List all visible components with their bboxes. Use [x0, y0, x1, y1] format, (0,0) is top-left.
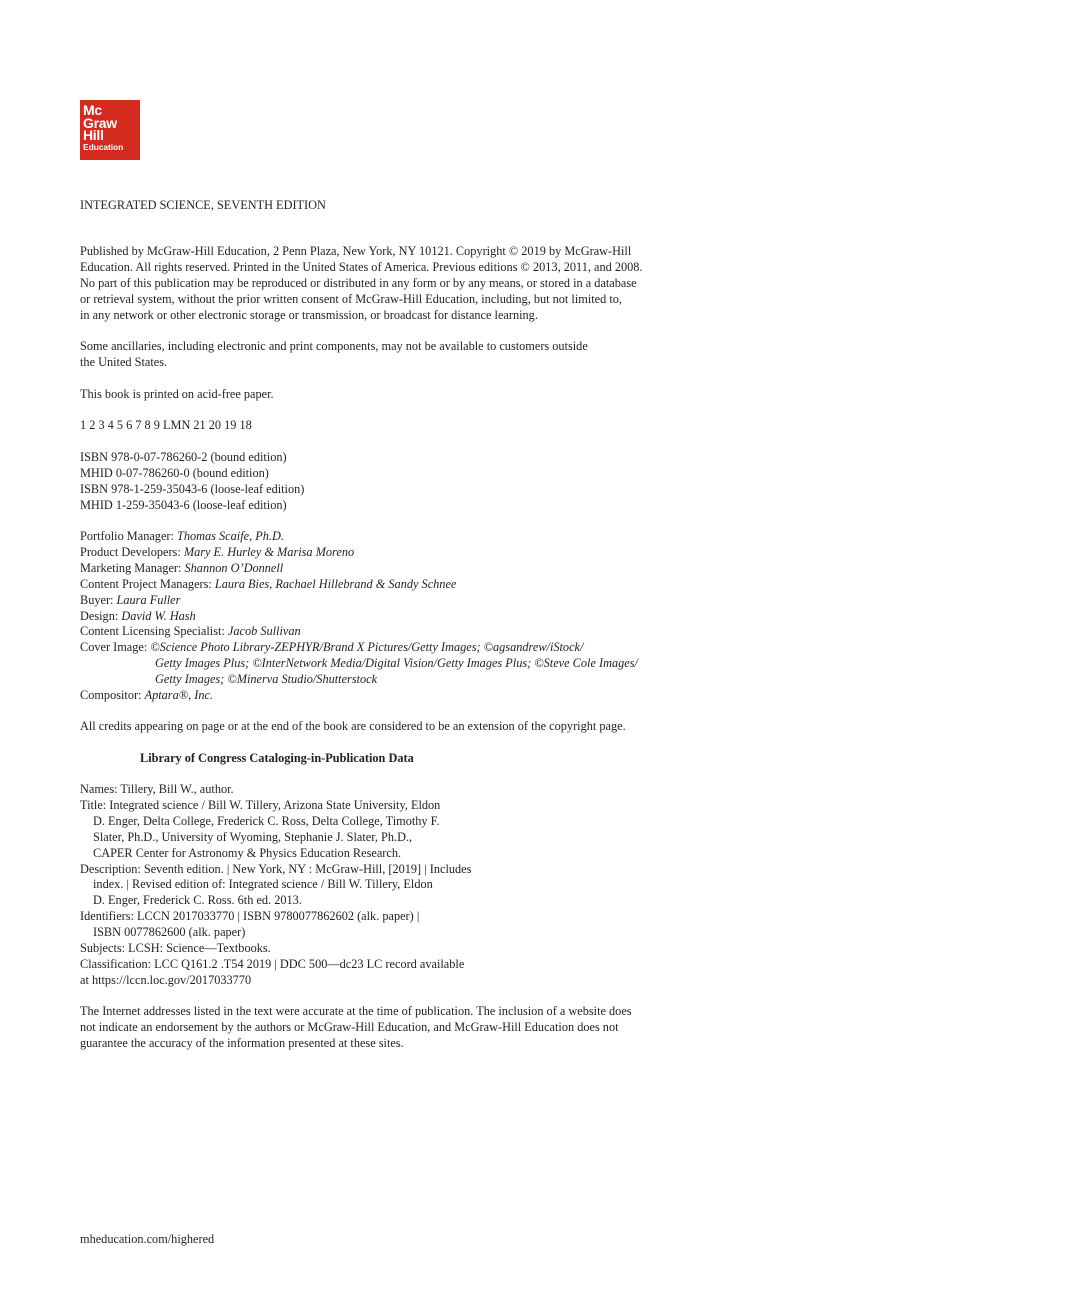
cip-line: Title: Integrated science / Bill W. Tillery, Arizona State University, Eldon	[80, 797, 441, 812]
credit-content-licensing-specialist	[80, 624, 638, 640]
credit-name: Laura Fuller	[116, 592, 181, 607]
ancillaries-paragraph	[80, 339, 588, 371]
credit-content-project-managers	[80, 577, 638, 593]
credit-marketing-manager	[80, 561, 638, 577]
credit-role: Compositor:	[80, 688, 145, 703]
book-title	[80, 198, 326, 214]
cip-line: Slater, Ph.D., University of Wyoming, Stephanie J. Slater, Ph.D.,	[93, 829, 413, 844]
internet-line: guarantee the accuracy of the information presented at these sites.	[80, 1035, 404, 1050]
loc-heading	[140, 751, 414, 767]
credit-role: Design:	[80, 608, 122, 623]
credit-role: Buyer:	[80, 592, 117, 607]
cip-line: Subjects: LCSH: Science—Textbooks.	[80, 941, 271, 956]
cip-line: Description: Seventh edition. | New York, NY : McGraw-Hill, [2019] | Includes	[80, 861, 472, 876]
cip-line: at https://lccn.loc.gov/2017033770	[80, 972, 252, 987]
credit-name: Thomas Scaife, Ph.D.	[177, 529, 284, 543]
credit-name: Jacob Sullivan	[227, 624, 301, 639]
isbn-line: MHID 1-259-35043-6 (loose-leaf edition)	[80, 497, 287, 512]
credit-role: Content Project Managers:	[80, 576, 215, 591]
paper-note-text: This book is printed on acid-free paper.	[80, 387, 274, 401]
cip-line: Names: Tillery, Bill W., author.	[80, 782, 234, 796]
book-title-text: INTEGRATED SCIENCE, SEVENTH EDITION	[80, 198, 326, 212]
copyright-line: in any network or other electronic storage or transmission, or broadcast for distance learning.	[80, 307, 538, 322]
footer-url	[80, 1232, 214, 1248]
copyright-line: Education. All rights reserved. Printed in the United States of America. Previous editions © 2013, 2011, and 2008.	[80, 259, 643, 274]
credit-name: Shannon O’Donnell	[184, 560, 284, 575]
cip-data	[80, 782, 471, 989]
loc-heading-text: Library of Congress Cataloging-in-Publication Data	[140, 751, 414, 765]
credit-buyer	[80, 593, 638, 609]
credits-list	[80, 529, 638, 704]
cover-image-line: Getty Images; ©Minerva Studio/Shutterstock	[155, 672, 378, 687]
ancillaries-line: Some ancillaries, including electronic and print components, may not be available to customers outside	[80, 339, 588, 353]
credit-role: Cover Image:	[80, 640, 151, 655]
credit-name: Mary E. Hurley & Marisa Moreno	[183, 544, 355, 559]
logo-line-graw: Graw	[83, 114, 117, 131]
isbn-line: MHID 0-07-786260-0 (bound edition)	[80, 465, 269, 480]
credit-compositor	[80, 688, 638, 704]
cip-line: Identifiers: LCCN 2017033770 | ISBN 9780077862602 (alk. paper) |	[80, 909, 420, 924]
copyright-line: Published by McGraw-Hill Education, 2 Penn Plaza, New York, NY 10121. Copyright © 2019 by McGraw-Hill	[80, 244, 632, 258]
credit-role: Portfolio Manager:	[80, 529, 177, 543]
cover-image-continuation	[80, 672, 638, 688]
isbn-list	[80, 450, 304, 514]
internet-disclaimer	[80, 1004, 632, 1052]
credit-name: David W. Hash	[121, 608, 196, 623]
cip-line: index. | Revised edition of: Integrated science / Bill W. Tillery, Eldon	[93, 877, 433, 892]
credit-role: Marketing Manager:	[80, 560, 185, 575]
logo-line-hill: Hill	[83, 127, 104, 143]
cover-image-line: Getty Images Plus; ©InterNetwork Media/Digital Vision/Getty Images Plus; ©Steve Cole Images/	[155, 656, 638, 671]
cip-line: CAPER Center for Astronomy & Physics Education Research.	[93, 845, 402, 860]
credit-name: Aptara®, Inc.	[144, 688, 214, 703]
footer-url-text: mheducation.com/highered	[80, 1232, 215, 1246]
cip-line: D. Enger, Frederick C. Ross. 6th ed. 2013.	[93, 893, 302, 908]
credit-role: Content Licensing Specialist:	[80, 624, 228, 639]
cover-image-line: ©Science Photo Library-ZEPHYR/Brand X Pictures/Getty Images; ©agsandrew/iStock/	[150, 640, 584, 655]
logo-line-education: Education	[83, 141, 124, 152]
internet-line: not indicate an endorsement by the authors or McGraw-Hill Education, and McGraw-Hill Education does not	[80, 1019, 619, 1034]
copyright-line: No part of this publication may be reproduced or distributed in any form or by any means, or stored in a database	[80, 275, 637, 290]
isbn-line: ISBN 978-0-07-786260-2 (bound edition)	[80, 450, 287, 464]
cover-image-continuation	[80, 656, 638, 672]
credit-role: Product Developers:	[80, 544, 184, 559]
cip-line: ISBN 0077862600 (alk. paper)	[93, 925, 246, 940]
mcgraw-hill-education-logo	[80, 100, 140, 160]
internet-line: The Internet addresses listed in the text were accurate at the time of publication. The inclusion of a website does	[80, 1004, 632, 1018]
paper-note	[80, 387, 274, 403]
print-line-text: 1 2 3 4 5 6 7 8 9 LMN 21 20 19 18	[80, 418, 252, 432]
ancillaries-line: the United States.	[80, 354, 168, 369]
copyright-line: or retrieval system, without the prior written consent of McGraw-Hill Education, including, but not limited to,	[80, 291, 622, 306]
credit-cover-image	[80, 640, 638, 656]
credit-design	[80, 609, 638, 625]
credit-name: Laura Bies, Rachael Hillebrand & Sandy Schnee	[214, 576, 457, 591]
copyright-paragraph	[80, 244, 643, 324]
logo-line-mc: Mc	[83, 102, 102, 118]
print-line	[80, 418, 252, 434]
isbn-line: ISBN 978-1-259-35043-6 (loose-leaf edition)	[80, 481, 305, 496]
credit-portfolio-manager	[80, 529, 638, 545]
credits-note-text: All credits appearing on page or at the end of the book are considered to be an extension of the copyright page.	[80, 719, 626, 733]
cip-line: D. Enger, Delta College, Frederick C. Ross, Delta College, Timothy F.	[93, 813, 440, 828]
credits-note	[80, 719, 626, 735]
cip-line: Classification: LCC Q161.2 .T54 2019 | DDC 500—dc23 LC record available	[80, 956, 465, 971]
credit-product-developers	[80, 545, 638, 561]
